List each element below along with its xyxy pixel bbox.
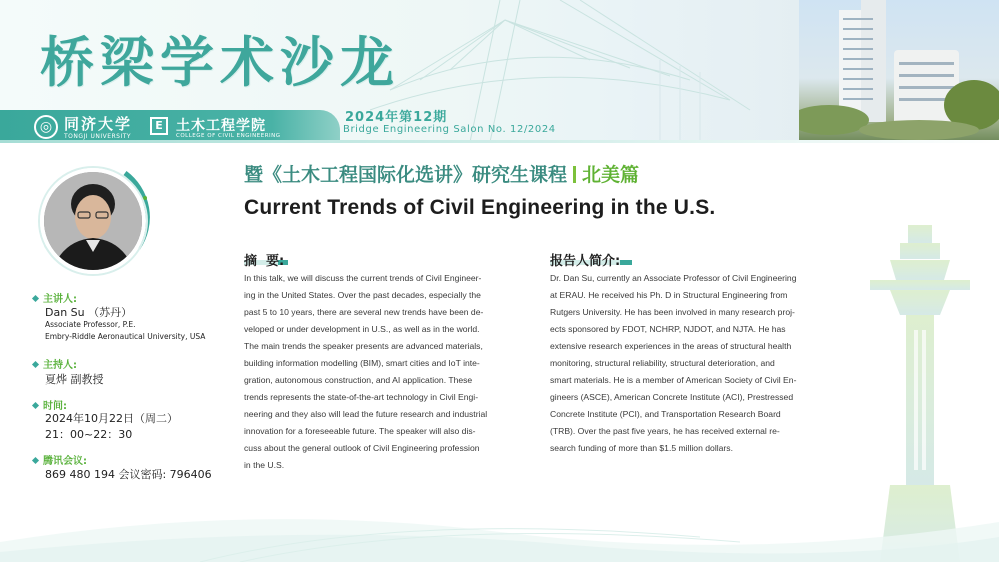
bio-line: Rutgers University. He has been involved in many research proj- xyxy=(550,307,795,317)
event-time: 21：00~22：30 xyxy=(45,428,133,441)
abstract-line: ing in the United States. Over the past decades, especially the xyxy=(244,290,481,300)
tongji-name-en: TONGJI UNIVERSITY xyxy=(64,133,132,140)
bio-line: search funding of more than $1.5 million dollars. xyxy=(550,443,733,453)
abstract-line: trends represents the state-of-the-art technology in Civil Engi- xyxy=(244,392,479,402)
abstract-line: veloped or under development in U.S., as well as in the world. xyxy=(244,324,480,334)
bullet-icon xyxy=(32,361,39,368)
abstract-line: past 5 to 10 years, there are several new trends have been de- xyxy=(244,307,484,317)
bullet-icon xyxy=(32,402,39,409)
bio-line: extensive research experiences in the areas of structural health xyxy=(550,341,792,351)
course-title-main: 暨《土木工程国际化选讲》研究生课程 xyxy=(244,164,568,186)
bio-text xyxy=(550,270,818,457)
college-name-en: COLLEGE OF CIVIL ENGINEERING xyxy=(176,133,281,139)
speaker-label: 主讲人: xyxy=(33,290,77,305)
talk-title: Current Trends of Civil Engineering in the U.S. xyxy=(244,196,716,219)
abstract-line: cuss about the general outlook of Civil Engineering profession xyxy=(244,443,480,453)
abstract-line: in the U.S. xyxy=(244,460,285,470)
issue-number-cn: 2024年第12期 xyxy=(345,110,448,125)
bio-line: gineers (ASCE), American Concrete Institute (ACI), Prestressed xyxy=(550,392,794,402)
abstract-line: In this talk, we will discuss the current trends of Civil Engineer- xyxy=(244,273,482,283)
bio-line: ects sponsored by FDOT, NCHRP, NJDOT, and NJTA. He has xyxy=(550,324,786,334)
salon-title: 桥梁学术沙龙 xyxy=(40,30,400,94)
campus-photo xyxy=(799,0,999,142)
host-name: 夏烨 副教授 xyxy=(45,373,104,386)
course-separator xyxy=(573,166,576,183)
bio-line: (TRB). Over the past five years, he has received external re- xyxy=(550,426,780,436)
speaker-portrait xyxy=(44,172,142,270)
college-name-cn: 土木工程学院 xyxy=(176,118,266,134)
speaker-name: Dan Su （苏丹） xyxy=(45,306,133,319)
bio-line: smart materials. He is a member of American Society of Civil En- xyxy=(550,375,797,385)
abstract-line: The main trends the speaker presents are advanced materials, xyxy=(244,341,483,351)
bullet-icon xyxy=(32,295,39,302)
event-date: 2024年10月22日（周二） xyxy=(45,412,178,425)
header-divider xyxy=(0,140,999,143)
meeting-id: 869 480 194 会议密码: 796406 xyxy=(45,468,212,481)
campus-buildings xyxy=(799,0,999,142)
college-emblem-icon: E xyxy=(150,117,168,135)
abstract-line: gration, autonomous construction, and AI application. These xyxy=(244,375,473,385)
issue-number-en: Bridge Engineering Salon No. 12/2024 xyxy=(343,124,556,135)
bio-line: Concrete Institute (PCI), and Transportation Research Board xyxy=(550,409,781,419)
bullet-icon xyxy=(32,457,39,464)
abstract-line: innovation for a foreseeable future. The speaker will also dis- xyxy=(244,426,476,436)
time-label: 时间: xyxy=(33,397,67,412)
bottom-wave-decoration xyxy=(0,482,999,562)
abstract-heading: 摘 要: xyxy=(244,254,285,269)
tongji-name-cn: 同济大学 xyxy=(64,115,133,133)
tongji-seal-icon: ◎ xyxy=(34,115,58,139)
bio-line: Dr. Dan Su, currently an Associate Professor of Civil Engineering xyxy=(550,273,797,283)
meeting-label: 腾讯会议: xyxy=(33,452,87,467)
bio-line: monitoring, structural reliability, structural deterioration, and xyxy=(550,358,775,368)
course-title xyxy=(244,160,639,187)
speaker-photo xyxy=(40,168,146,274)
abstract-text xyxy=(244,270,504,474)
speaker-title: Associate Professor, P.E. xyxy=(45,320,136,329)
bio-heading: 报告人简介: xyxy=(550,254,621,269)
course-title-region: 北美篇 xyxy=(582,164,640,186)
abstract-line: building information modelling (BIM), smart cities and IoT inte- xyxy=(244,358,480,368)
host-label: 主持人: xyxy=(33,356,77,371)
bio-line: at ERAU. He received his Ph. D in Structural Engineering from xyxy=(550,290,788,300)
abstract-line: neering and they also will lead the future research and industrial xyxy=(244,409,488,419)
speaker-affiliation: Embry-Riddle Aeronautical University, USA xyxy=(45,332,206,341)
